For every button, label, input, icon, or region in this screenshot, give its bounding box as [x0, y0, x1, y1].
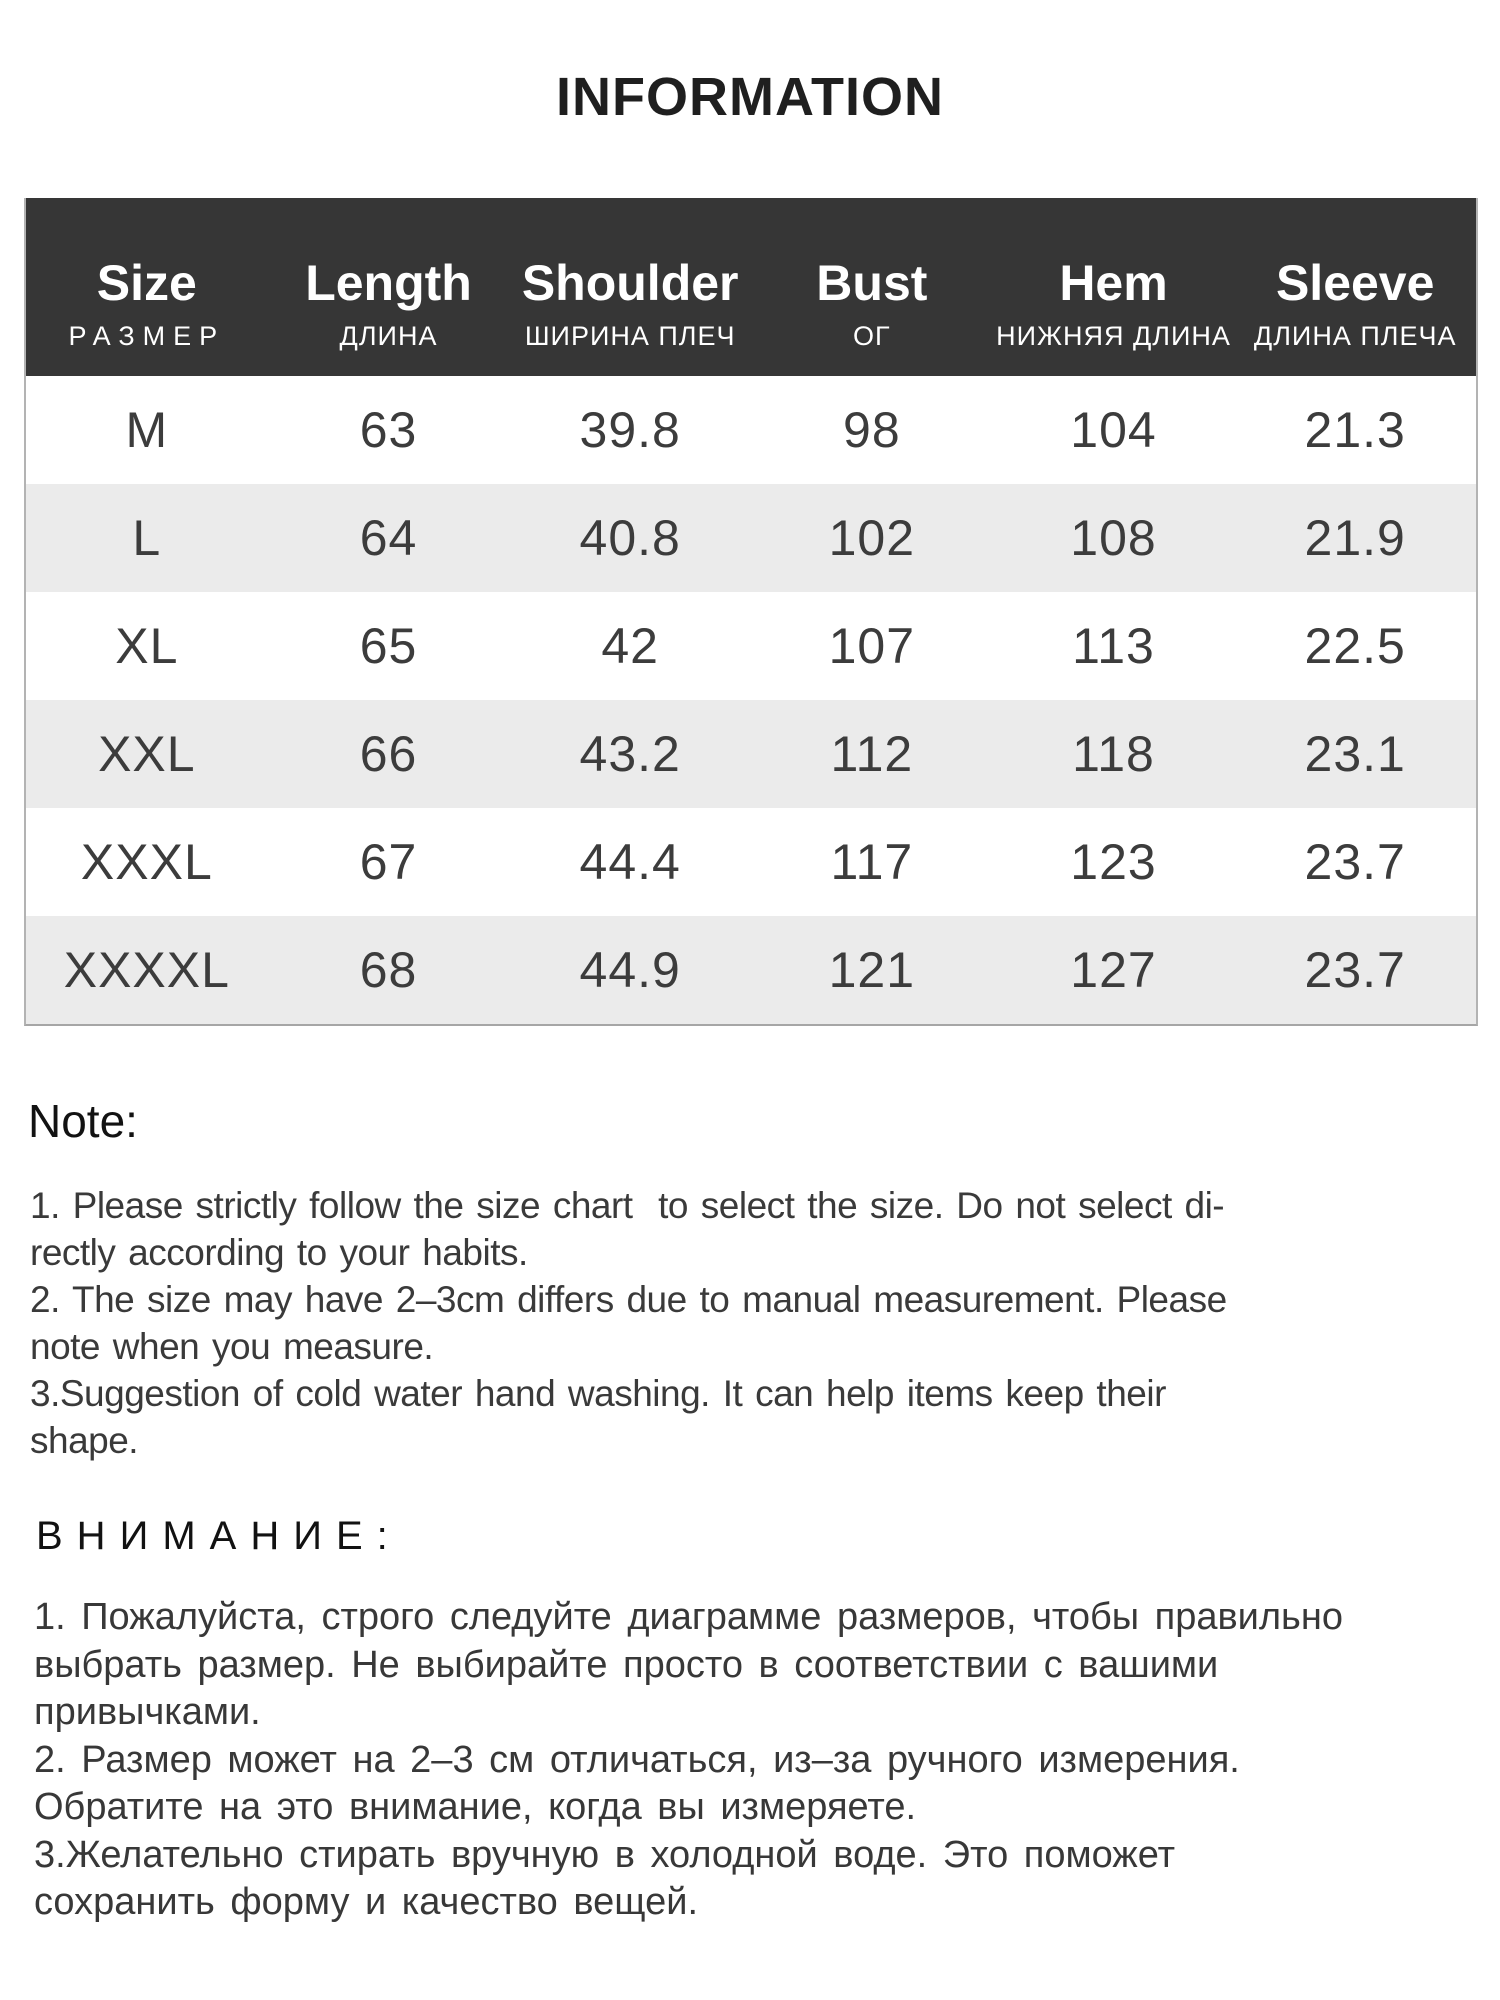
note-en-line-2: rectly according to your habits. [30, 1232, 528, 1273]
column-header-sleeve-en: Sleeve [1275, 254, 1435, 311]
column-header-length-en: Length [305, 254, 472, 311]
size-chart-table [24, 198, 1478, 1026]
cell-shoulder: 44.4 [579, 834, 681, 890]
note-ru-line-5: Обратите на это внимание, когда вы измеряете. [34, 1786, 917, 1828]
size-chart-header-row [26, 198, 1476, 376]
cell-hem: 104 [1070, 402, 1157, 458]
column-header-sleeve [1234, 198, 1476, 376]
column-header-length [268, 198, 510, 376]
cell-shoulder: 39.8 [579, 402, 681, 458]
page-title: INFORMATION [556, 67, 944, 127]
column-header-sleeve-ru: ДЛИНА ПЛЕЧА [1253, 321, 1457, 351]
column-header-length-ru: ДЛИНА [339, 321, 438, 351]
note-ru-line-2: выбрать размер. Не выбирайте просто в соответствии с вашими [34, 1643, 1219, 1686]
cell-sleeve: 21.3 [1304, 402, 1406, 458]
cell-bust: 107 [828, 618, 916, 674]
cell-length: 68 [359, 942, 418, 998]
cell-bust: 98 [843, 402, 901, 458]
table-row-xl [26, 592, 1476, 700]
note-ru-line-3: привычками. [34, 1691, 261, 1733]
cell-hem: 127 [1070, 942, 1157, 998]
cell-shoulder: 42 [601, 618, 659, 674]
note-en-line-1: 1. Please strictly follow the size chart to select the size. Do not select di- [30, 1185, 1225, 1226]
note-ru-line-6: 3.Желательно стирать вручную в холодной воде. Это поможет [34, 1833, 1176, 1876]
table-row-xxl [26, 700, 1476, 808]
cell-bust: 121 [828, 942, 916, 998]
note-en-line-4: note when you measure. [30, 1326, 434, 1367]
cell-length: 67 [359, 834, 418, 890]
column-header-hem-ru: НИЖНЯЯ ДЛИНА [996, 321, 1231, 351]
cell-hem: 123 [1070, 834, 1157, 890]
column-header-bust-en: Bust [816, 254, 928, 311]
cell-hem: 118 [1072, 726, 1155, 782]
column-header-size [26, 198, 268, 376]
cell-size: M [125, 402, 169, 458]
note-en-line-5: 3.Suggestion of cold water hand washing. It can help items keep their [30, 1373, 1166, 1414]
cell-length: 65 [359, 618, 418, 674]
cell-shoulder: 44.9 [579, 942, 681, 998]
cell-shoulder: 40.8 [579, 510, 681, 566]
cell-hem: 113 [1072, 618, 1155, 674]
cell-bust: 102 [828, 510, 916, 566]
cell-hem: 108 [1070, 510, 1157, 566]
note-text-russian [34, 1594, 1343, 1927]
column-header-hem-en: Hem [1059, 254, 1168, 311]
note-en-line-6: shape. [30, 1420, 139, 1461]
note-en-line-3: 2. The size may have 2–3cm differs due to manual measurement. Please [30, 1279, 1227, 1320]
cell-sleeve: 23.1 [1304, 726, 1406, 782]
cell-sleeve: 23.7 [1304, 942, 1406, 998]
cell-bust: 112 [830, 726, 914, 782]
cell-size: XXXL [80, 834, 213, 890]
note-text-english [30, 1182, 1227, 1464]
column-header-shoulder-en: Shoulder [521, 254, 739, 311]
column-header-size-en: Size [96, 254, 197, 311]
cell-size: XL [115, 618, 179, 674]
note-heading-russian: ВНИМАНИЕ: [36, 1514, 402, 1558]
table-row-m [26, 376, 1476, 484]
note-ru-line-1: 1. Пожалуйста, строго следуйте диаграмме размеров, чтобы правильно [34, 1596, 1343, 1638]
note-ru-line-7: сохранить форму и качество вещей. [34, 1881, 698, 1923]
column-header-shoulder-ru: ШИРИНА ПЛЕЧ [524, 321, 736, 351]
cell-sleeve: 22.5 [1304, 618, 1406, 674]
cell-size: L [132, 510, 162, 566]
column-header-bust [751, 198, 993, 376]
cell-size: XXL [98, 726, 196, 782]
cell-length: 66 [359, 726, 418, 782]
table-row-l [26, 484, 1476, 592]
cell-length: 63 [359, 402, 418, 458]
column-header-size-ru: РАЗМЕР [68, 321, 226, 351]
column-header-shoulder [509, 198, 751, 376]
column-header-hem [993, 198, 1235, 376]
note-ru-line-4: 2. Размер может на 2–3 см отличаться, из–за ручного измерения. [34, 1738, 1240, 1781]
cell-shoulder: 43.2 [579, 726, 681, 782]
size-chart-body [26, 376, 1476, 1024]
cell-sleeve: 23.7 [1304, 834, 1406, 890]
column-header-bust-ru: ОГ [853, 321, 891, 351]
cell-sleeve: 21.9 [1304, 510, 1406, 566]
cell-size: XXXXL [63, 942, 230, 998]
cell-length: 64 [359, 510, 418, 566]
table-row-xxxl [26, 808, 1476, 916]
note-heading-english: Note: [28, 1095, 138, 1147]
cell-bust: 117 [830, 834, 914, 890]
table-row-xxxxl [26, 916, 1476, 1024]
